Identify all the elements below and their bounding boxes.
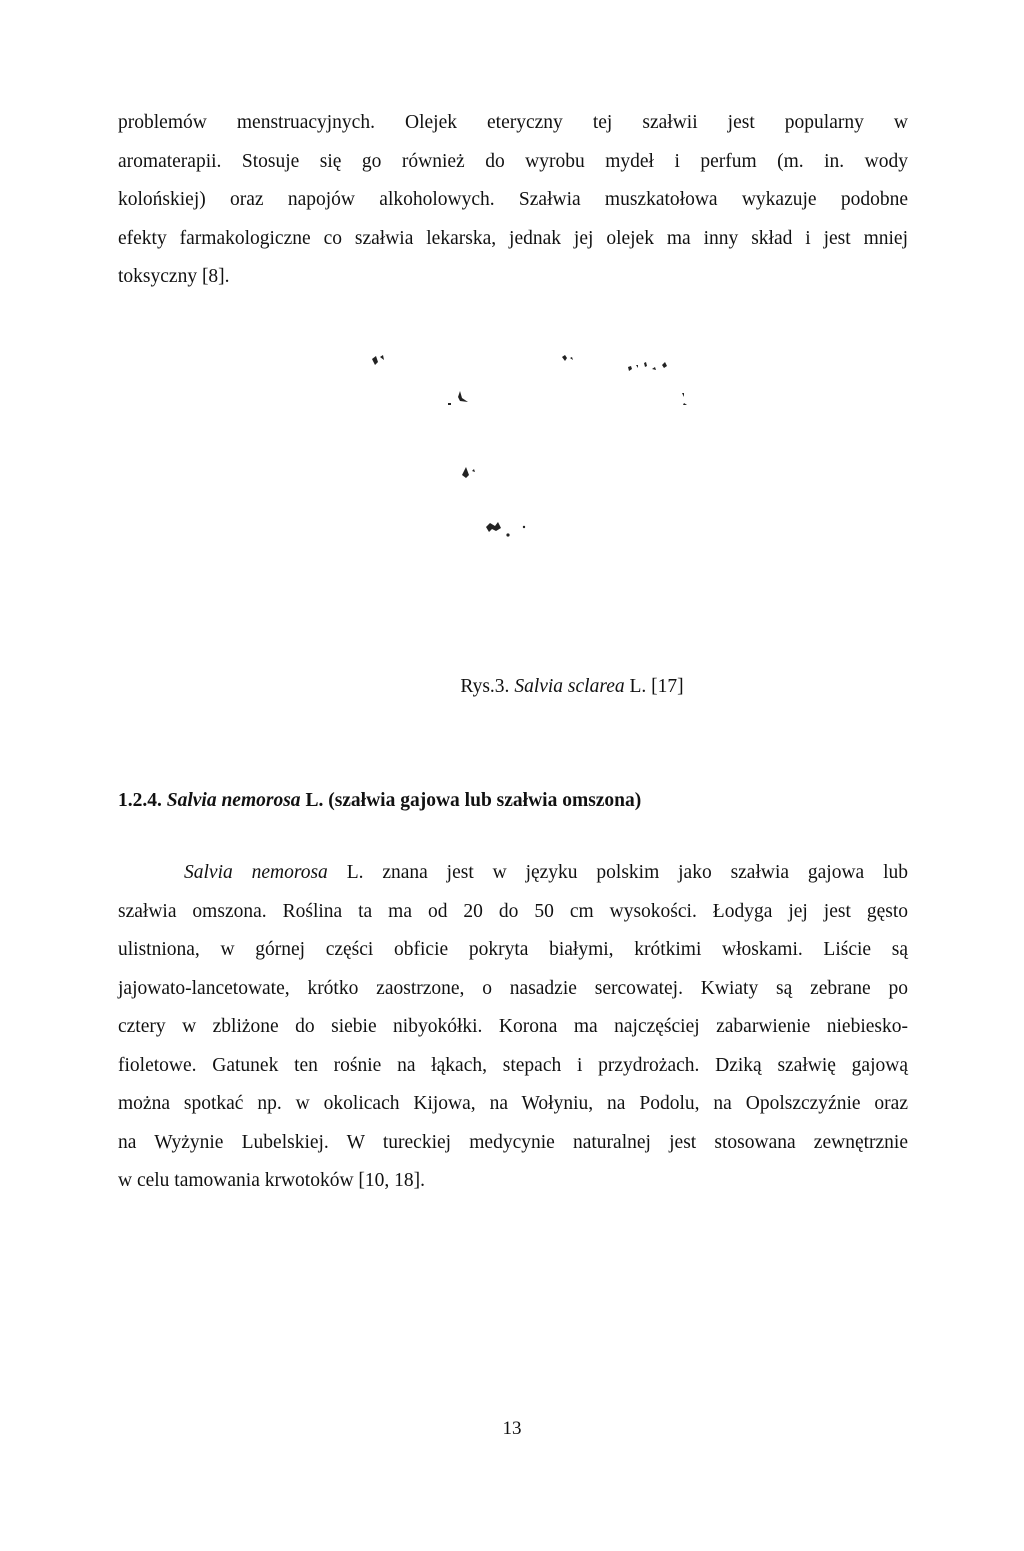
section-species: Salvia nemorosa bbox=[166, 790, 301, 811]
text-line: fioletowe. Gatunek ten rośnie na łąkach, stepach i przydrożach. Dziką szałwię gajową bbox=[118, 1054, 908, 1076]
intro-paragraph bbox=[118, 104, 908, 297]
caption-reference: L. [17] bbox=[629, 676, 684, 697]
nemorosa-paragraph bbox=[118, 854, 908, 1201]
inline-text: L. znana jest w języku polskim jako szałwia gajowa lub bbox=[346, 862, 909, 883]
section-heading bbox=[118, 790, 641, 812]
text-line: w celu tamowania krwotoków [10, 18]. bbox=[118, 1170, 426, 1191]
salvia-sclarea-figure bbox=[366, 345, 696, 555]
figure-caption bbox=[0, 676, 1024, 698]
inline-species: Salvia nemorosa bbox=[184, 862, 328, 883]
caption-label: Rys.3. bbox=[460, 676, 510, 697]
text-line: cztery w zbliżone do siebie nibyokółki. Korona ma najczęściej zabarwienie niebiesko- bbox=[118, 1016, 908, 1037]
section-number: 1.2.4. bbox=[118, 790, 162, 811]
text-line: ulistniona, w górnej części obficie pokryta białymi, krótkimi włoskami. Liście są bbox=[118, 939, 908, 960]
figure-specks bbox=[372, 355, 687, 537]
text-line-first bbox=[118, 854, 908, 893]
text-line: można spotkać np. w okolicach Kijowa, na Wołyniu, na Podolu, na Opolszczyźnie oraz bbox=[118, 1093, 908, 1114]
section-title-rest: L. (szałwia gajowa lub szałwia omszona) bbox=[305, 790, 642, 811]
text-line: kolońskiej) oraz napojów alkoholowych. Szałwia muszkatołowa wykazuje podobne bbox=[118, 189, 908, 210]
text-line: efekty farmakologiczne co szałwia lekarska, jednak jej olejek ma inny skład i jest mniej bbox=[118, 227, 908, 249]
text-line: toksyczny [8]. bbox=[118, 266, 230, 287]
text-line: szałwia omszona. Roślina ta ma od 20 do 50 cm wysokości. Łodyga jej jest gęsto bbox=[118, 900, 908, 922]
text-line: problemów menstruacyjnych. Olejek eteryczny tej szałwii jest popularny w bbox=[118, 112, 908, 133]
text-line: jajowato-lancetowate, krótko zaostrzone, o nasadzie sercowatej. Kwiaty są zebrane po bbox=[118, 977, 908, 999]
caption-species: Salvia sclarea bbox=[514, 676, 625, 697]
text-line: na Wyżynie Lubelskiej. W tureckiej medycynie naturalnej jest stosowana zewnętrznie bbox=[118, 1131, 908, 1153]
text-line: aromaterapii. Stosuje się go również do wyrobu mydeł i perfum (m. in. wody bbox=[118, 150, 908, 172]
page-number: 13 bbox=[502, 1418, 522, 1439]
